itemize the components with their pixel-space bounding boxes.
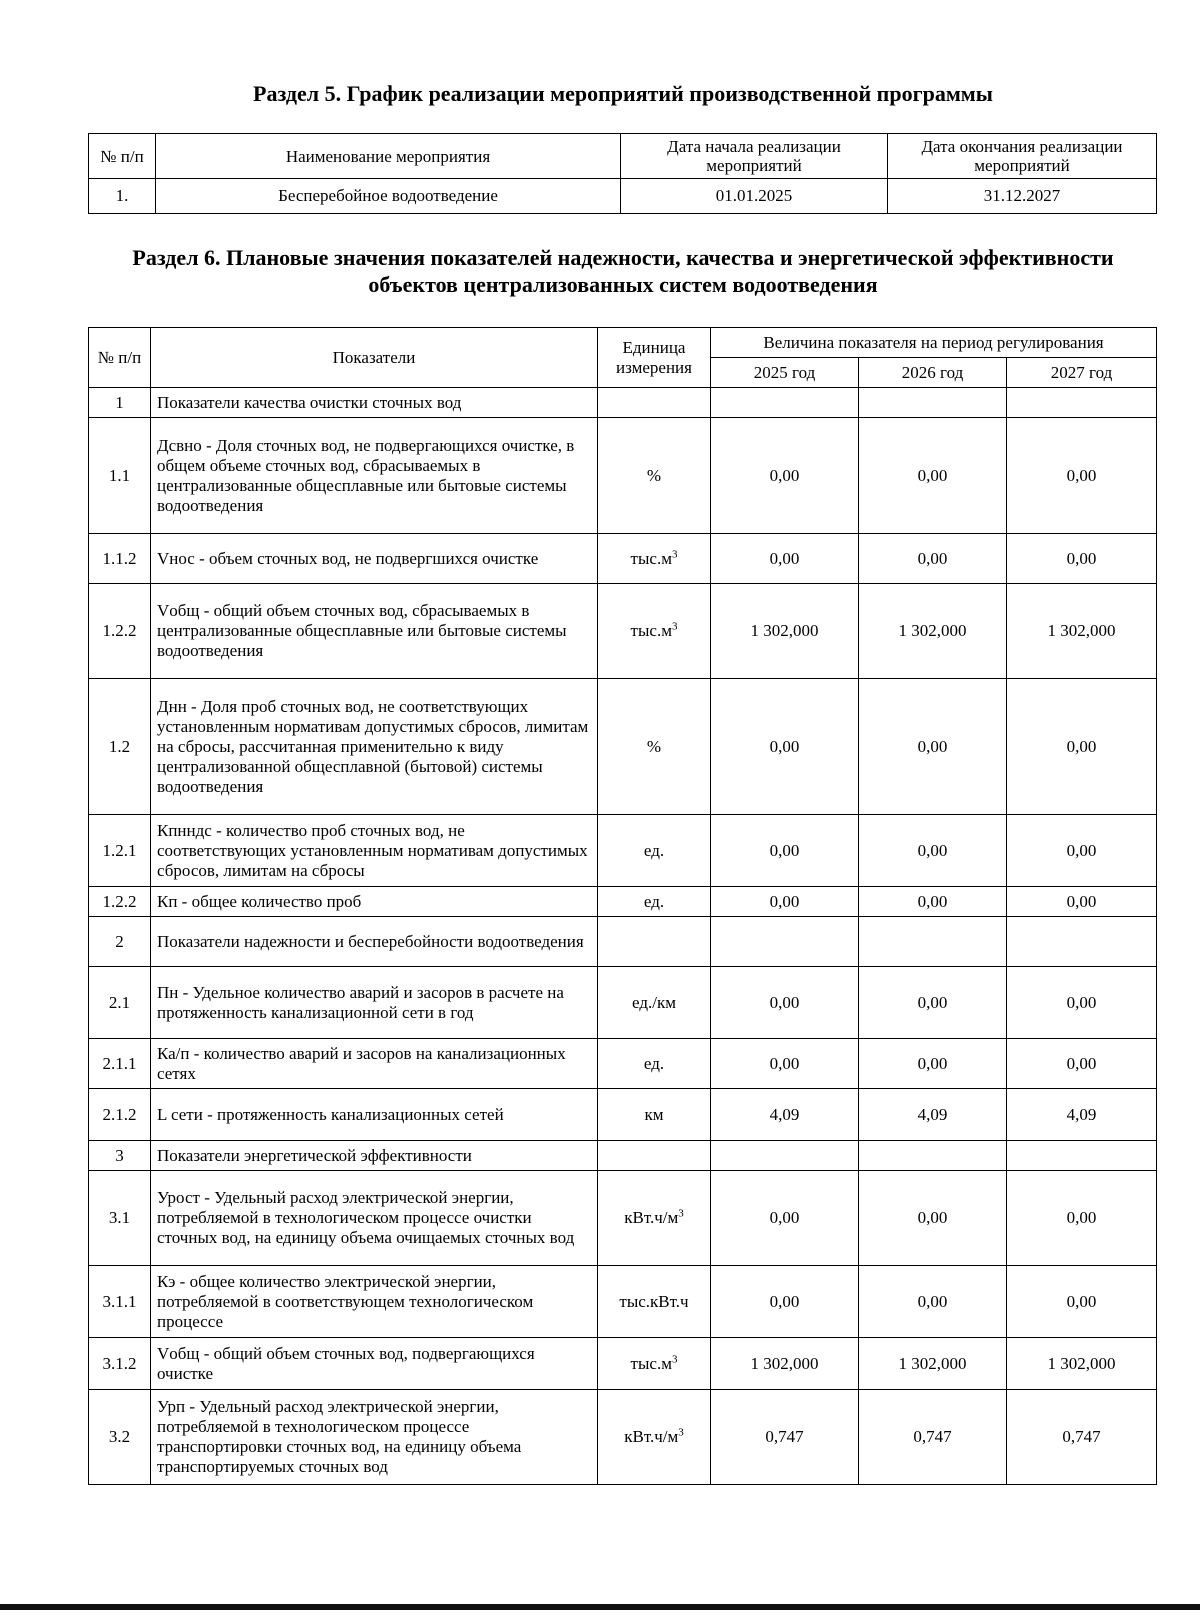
row-value-2025: 0,747: [711, 1390, 859, 1485]
row-unit: %: [598, 679, 711, 815]
row-value-2025: 0,00: [711, 679, 859, 815]
row-value-2026: 0,00: [859, 1039, 1007, 1089]
row-unit: %: [598, 418, 711, 534]
row-num: 2.1: [89, 967, 151, 1039]
row-num: 3.2: [89, 1390, 151, 1485]
row-indicator: Показатели энергетической эффективности: [151, 1141, 598, 1171]
col-end-header: Дата окончания реализации мероприятий: [888, 134, 1157, 179]
col-year-2027: 2027 год: [1007, 358, 1157, 388]
section6-title: Раздел 6. Плановые значения показателей надежности, качества и энергетической эффективности объектов централизованных систем водоотведения: [132, 245, 1114, 297]
row-indicator: Кэ - общее количество электрической энергии, потребляемой в соответствующем технологическом процессе: [151, 1266, 598, 1338]
row-value-2025: 0,00: [711, 1039, 859, 1089]
unit-superscript: 3: [671, 547, 678, 560]
row-indicator: Ка/п - количество аварий и засоров на канализационных сетях: [151, 1039, 598, 1089]
row-value-2025: 4,09: [711, 1089, 859, 1141]
col-year-2025: 2025 год: [711, 358, 859, 388]
table-row: [89, 815, 1157, 887]
row-unit: $тыс.м^3$: [598, 584, 711, 679]
table-row: [89, 584, 1157, 679]
row-num: 1.1.2: [89, 534, 151, 584]
row-value-2025: 0,00: [711, 1266, 859, 1338]
row-value-2026: [859, 1141, 1007, 1171]
row-indicator: Vобщ - общий объем сточных вод, подвергающихся очистке: [151, 1338, 598, 1390]
row-unit: $кВт.ч/м^3$: [598, 1171, 711, 1266]
row-value-2025: 0,00: [711, 418, 859, 534]
row-indicator: Vнос - объем сточных вод, не подвергшихся очистке: [151, 534, 598, 584]
row-value-2025: [711, 1141, 859, 1171]
row-name: Бесперебойное водоотведение: [156, 179, 621, 214]
section6-table: [88, 327, 1157, 1485]
row-num: 1.: [89, 179, 156, 214]
row-value-2025: 0,00: [711, 815, 859, 887]
table-row: [89, 1039, 1157, 1089]
col-num-header: № п/п: [89, 134, 156, 179]
col-start-header: Дата начала реализации мероприятий: [621, 134, 888, 179]
row-value-2027: 0,00: [1007, 418, 1157, 534]
col-period-header: Величина показателя на период регулирования: [711, 328, 1157, 358]
row-value-2027: 0,00: [1007, 1266, 1157, 1338]
table-row: [89, 1089, 1157, 1141]
row-value-2025: 0,00: [711, 887, 859, 917]
table-row: [89, 1390, 1157, 1485]
row-num: 1: [89, 388, 151, 418]
section5-title: Раздел 5. График реализации мероприятий производственной программы: [253, 81, 993, 106]
col-year-2026: 2026 год: [859, 358, 1007, 388]
col-num-header: № п/п: [89, 328, 151, 388]
row-value-2027: 0,747: [1007, 1390, 1157, 1485]
table-row: [89, 179, 1157, 214]
row-value-2026: 0,00: [859, 967, 1007, 1039]
row-unit: ед.: [598, 1039, 711, 1089]
unit-superscript: 3: [678, 1426, 684, 1439]
row-value-2026: 1 302,000: [859, 1338, 1007, 1390]
row-start-date: 01.01.2025: [621, 179, 888, 214]
row-value-2025: 0,00: [711, 1171, 859, 1266]
row-unit: [598, 917, 711, 967]
row-indicator: Кпнндс - количество проб сточных вод, не соответствующих установленным нормативам допустимых сбросов, лимитам на сбросы: [151, 815, 598, 887]
row-value-2026: 0,747: [859, 1390, 1007, 1485]
row-indicator: Показатели надежности и бесперебойности водоотведения: [151, 917, 598, 967]
row-indicator: Пн - Удельное количество аварий и засоров в расчете на протяженность канализационной сети в год: [151, 967, 598, 1039]
row-unit: $тыс.м^3$: [598, 534, 711, 584]
row-num: 1.2.2: [89, 584, 151, 679]
row-unit: ед./км: [598, 967, 711, 1039]
col-unit-header: Единица измерения: [598, 328, 711, 388]
row-indicator: Vобщ - общий объем сточных вод, сбрасываемых в централизованные общесплавные или бытовые системы водоотведения: [151, 584, 598, 679]
row-value-2025: 1 302,000: [711, 584, 859, 679]
row-num: 1.1: [89, 418, 151, 534]
unit-superscript: 3: [671, 1352, 678, 1365]
row-num: 3.1.1: [89, 1266, 151, 1338]
section5-table: [88, 133, 1157, 214]
row-indicator: Дсвно - Доля сточных вод, не подвергающихся очистке, в общем объеме сточных вод, сбрасываемых в централизованные общесплавные или бытовые системы водоотведения: [151, 418, 598, 534]
row-indicator: Показатели качества очистки сточных вод: [151, 388, 598, 418]
row-end-date: 31.12.2027: [888, 179, 1157, 214]
row-value-2027: [1007, 917, 1157, 967]
row-value-2026: 4,09: [859, 1089, 1007, 1141]
row-unit: тыс.кВт.ч: [598, 1266, 711, 1338]
row-value-2025: 1 302,000: [711, 1338, 859, 1390]
row-num: 3.1.2: [89, 1338, 151, 1390]
row-value-2026: [859, 917, 1007, 967]
row-unit: $тыс.м^3$: [598, 1338, 711, 1390]
table-row: [89, 388, 1157, 418]
unit-superscript: 3: [671, 620, 678, 633]
row-value-2026: [859, 388, 1007, 418]
row-value-2027: 1 302,000: [1007, 1338, 1157, 1390]
row-indicator: Днн - Доля проб сточных вод, не соответствующих установленным нормативам допустимых сбросов, лимитам на сбросы, рассчитанная применительно к виду централизованной общесплавной (бытовой) системы водоотведения: [151, 679, 598, 815]
row-value-2026: 0,00: [859, 887, 1007, 917]
row-value-2026: 1 302,000: [859, 584, 1007, 679]
row-unit: км: [598, 1089, 711, 1141]
row-indicator: L сети - протяженность канализационных сетей: [151, 1089, 598, 1141]
row-indicator: Кп - общее количество проб: [151, 887, 598, 917]
table-row: [89, 418, 1157, 534]
row-num: 3: [89, 1141, 151, 1171]
row-unit: [598, 388, 711, 418]
col-name-header: Наименование мероприятия: [156, 134, 621, 179]
row-value-2026: 0,00: [859, 1171, 1007, 1266]
row-value-2025: [711, 917, 859, 967]
row-num: 2: [89, 917, 151, 967]
row-num: 2.1.1: [89, 1039, 151, 1089]
row-unit: ед.: [598, 815, 711, 887]
table-row: [89, 1141, 1157, 1171]
row-value-2026: 0,00: [859, 679, 1007, 815]
row-indicator: Урп - Удельный расход электрической энергии, потребляемой в технологическом процессе транспортировки сточных вод, на единицу объема транспортируемых сточных вод: [151, 1390, 598, 1485]
row-num: 1.2.2: [89, 887, 151, 917]
row-value-2027: 0,00: [1007, 967, 1157, 1039]
row-value-2026: 0,00: [859, 815, 1007, 887]
table-row: [89, 1266, 1157, 1338]
row-value-2027: 0,00: [1007, 887, 1157, 917]
row-value-2027: 0,00: [1007, 679, 1157, 815]
row-value-2025: 0,00: [711, 534, 859, 584]
row-value-2027: 0,00: [1007, 1171, 1157, 1266]
row-value-2026: 0,00: [859, 1266, 1007, 1338]
row-num: 1.2.1: [89, 815, 151, 887]
table-row: [89, 1338, 1157, 1390]
row-num: 3.1: [89, 1171, 151, 1266]
table-row: [89, 967, 1157, 1039]
unit-superscript: 3: [678, 1207, 684, 1220]
table-row: [89, 887, 1157, 917]
row-value-2027: 0,00: [1007, 815, 1157, 887]
row-unit: ед.: [598, 887, 711, 917]
row-num: 2.1.2: [89, 1089, 151, 1141]
row-indicator: Урост - Удельный расход электрической энергии, потребляемой в технологическом процессе очистки сточных вод, на единицу объема очищаемых сточных вод: [151, 1171, 598, 1266]
row-value-2027: [1007, 1141, 1157, 1171]
table-row: [89, 534, 1157, 584]
row-value-2027: 4,09: [1007, 1089, 1157, 1141]
row-value-2026: 0,00: [859, 534, 1007, 584]
row-value-2027: [1007, 388, 1157, 418]
row-unit: [598, 1141, 711, 1171]
row-value-2027: 0,00: [1007, 1039, 1157, 1089]
row-num: 1.2: [89, 679, 151, 815]
row-value-2027: 1 302,000: [1007, 584, 1157, 679]
table-row: [89, 917, 1157, 967]
row-unit: $кВт.ч/м^3$: [598, 1390, 711, 1485]
table-row: [89, 679, 1157, 815]
col-indicators-header: Показатели: [151, 328, 598, 388]
table-row: [89, 1171, 1157, 1266]
row-value-2025: 0,00: [711, 967, 859, 1039]
row-value-2026: 0,00: [859, 418, 1007, 534]
bottom-scan-edge: [0, 1604, 1200, 1610]
row-value-2025: [711, 388, 859, 418]
row-value-2027: 0,00: [1007, 534, 1157, 584]
